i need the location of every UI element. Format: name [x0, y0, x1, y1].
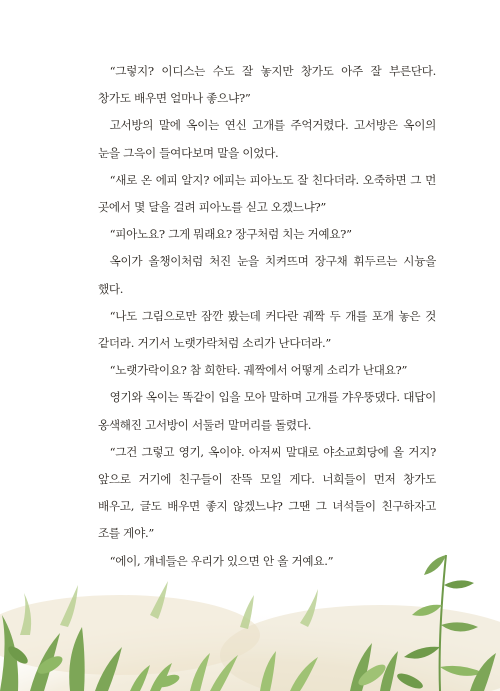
paragraph: “나도 그림으로만 잠깐 봤는데 커다란 궤짝 두 개를 포개 놓은 것 같더라. 거기서 노랫가락처럼 소리가 난다더라.” — [98, 308, 436, 351]
paragraph: 고서방의 말에 옥이는 연신 고개를 주억거렸다. 고서방은 옥이의 눈을 그윽이 들여다보며 말을 이었다. — [98, 118, 436, 160]
paragraph: “에이, 걔네들은 우리가 있으면 안 올 거예요.” — [109, 553, 334, 568]
paragraph: “그건 그렇고 영기, 옥이야. 아저씨 말대로 야소교회당에 올 거지? 앞으로 거기에 친구들이 잔뜩 모일 게다. 너희들이 먼저 창가도 배우고, 글도 배우면 좋지 않겠느냐? 그땐 그 녀석들이 친구하자고 조를 게야.” — [98, 444, 436, 541]
paragraph: “피아노요? 그게 뭐래요? 장구처럼 치는 거예요?” — [109, 227, 352, 242]
paragraph: “노랫가락이요? 참 희한타. 궤짝에서 어떻게 소리가 난대요?” — [109, 363, 408, 378]
paragraph: 영기와 옥이는 똑같이 입을 모아 말하며 고개를 갸우뚱댔다. 대답이 옹색해진 고서방이 서둘러 말머리를 돌렸다. — [98, 390, 436, 432]
page-text — [98, 58, 436, 575]
paragraph: 옥이가 올챙이처럼 처진 눈을 치켜뜨며 장구채 휘두르는 시늉을 했다. — [98, 254, 436, 296]
paragraph: “그렇지? 이디스는 수도 잘 놓지만 창가도 아주 잘 부른단다. 창가도 배우면 얼마나 좋으냐?” — [98, 64, 436, 106]
meadow-illustration — [0, 515, 500, 691]
paragraph: “새로 온 에피 알지? 에피는 피아노도 잘 친다더라. 오죽하면 그 먼 곳에서 몇 달을 걸려 피아노를 싣고 오겠느냐?” — [98, 172, 436, 215]
